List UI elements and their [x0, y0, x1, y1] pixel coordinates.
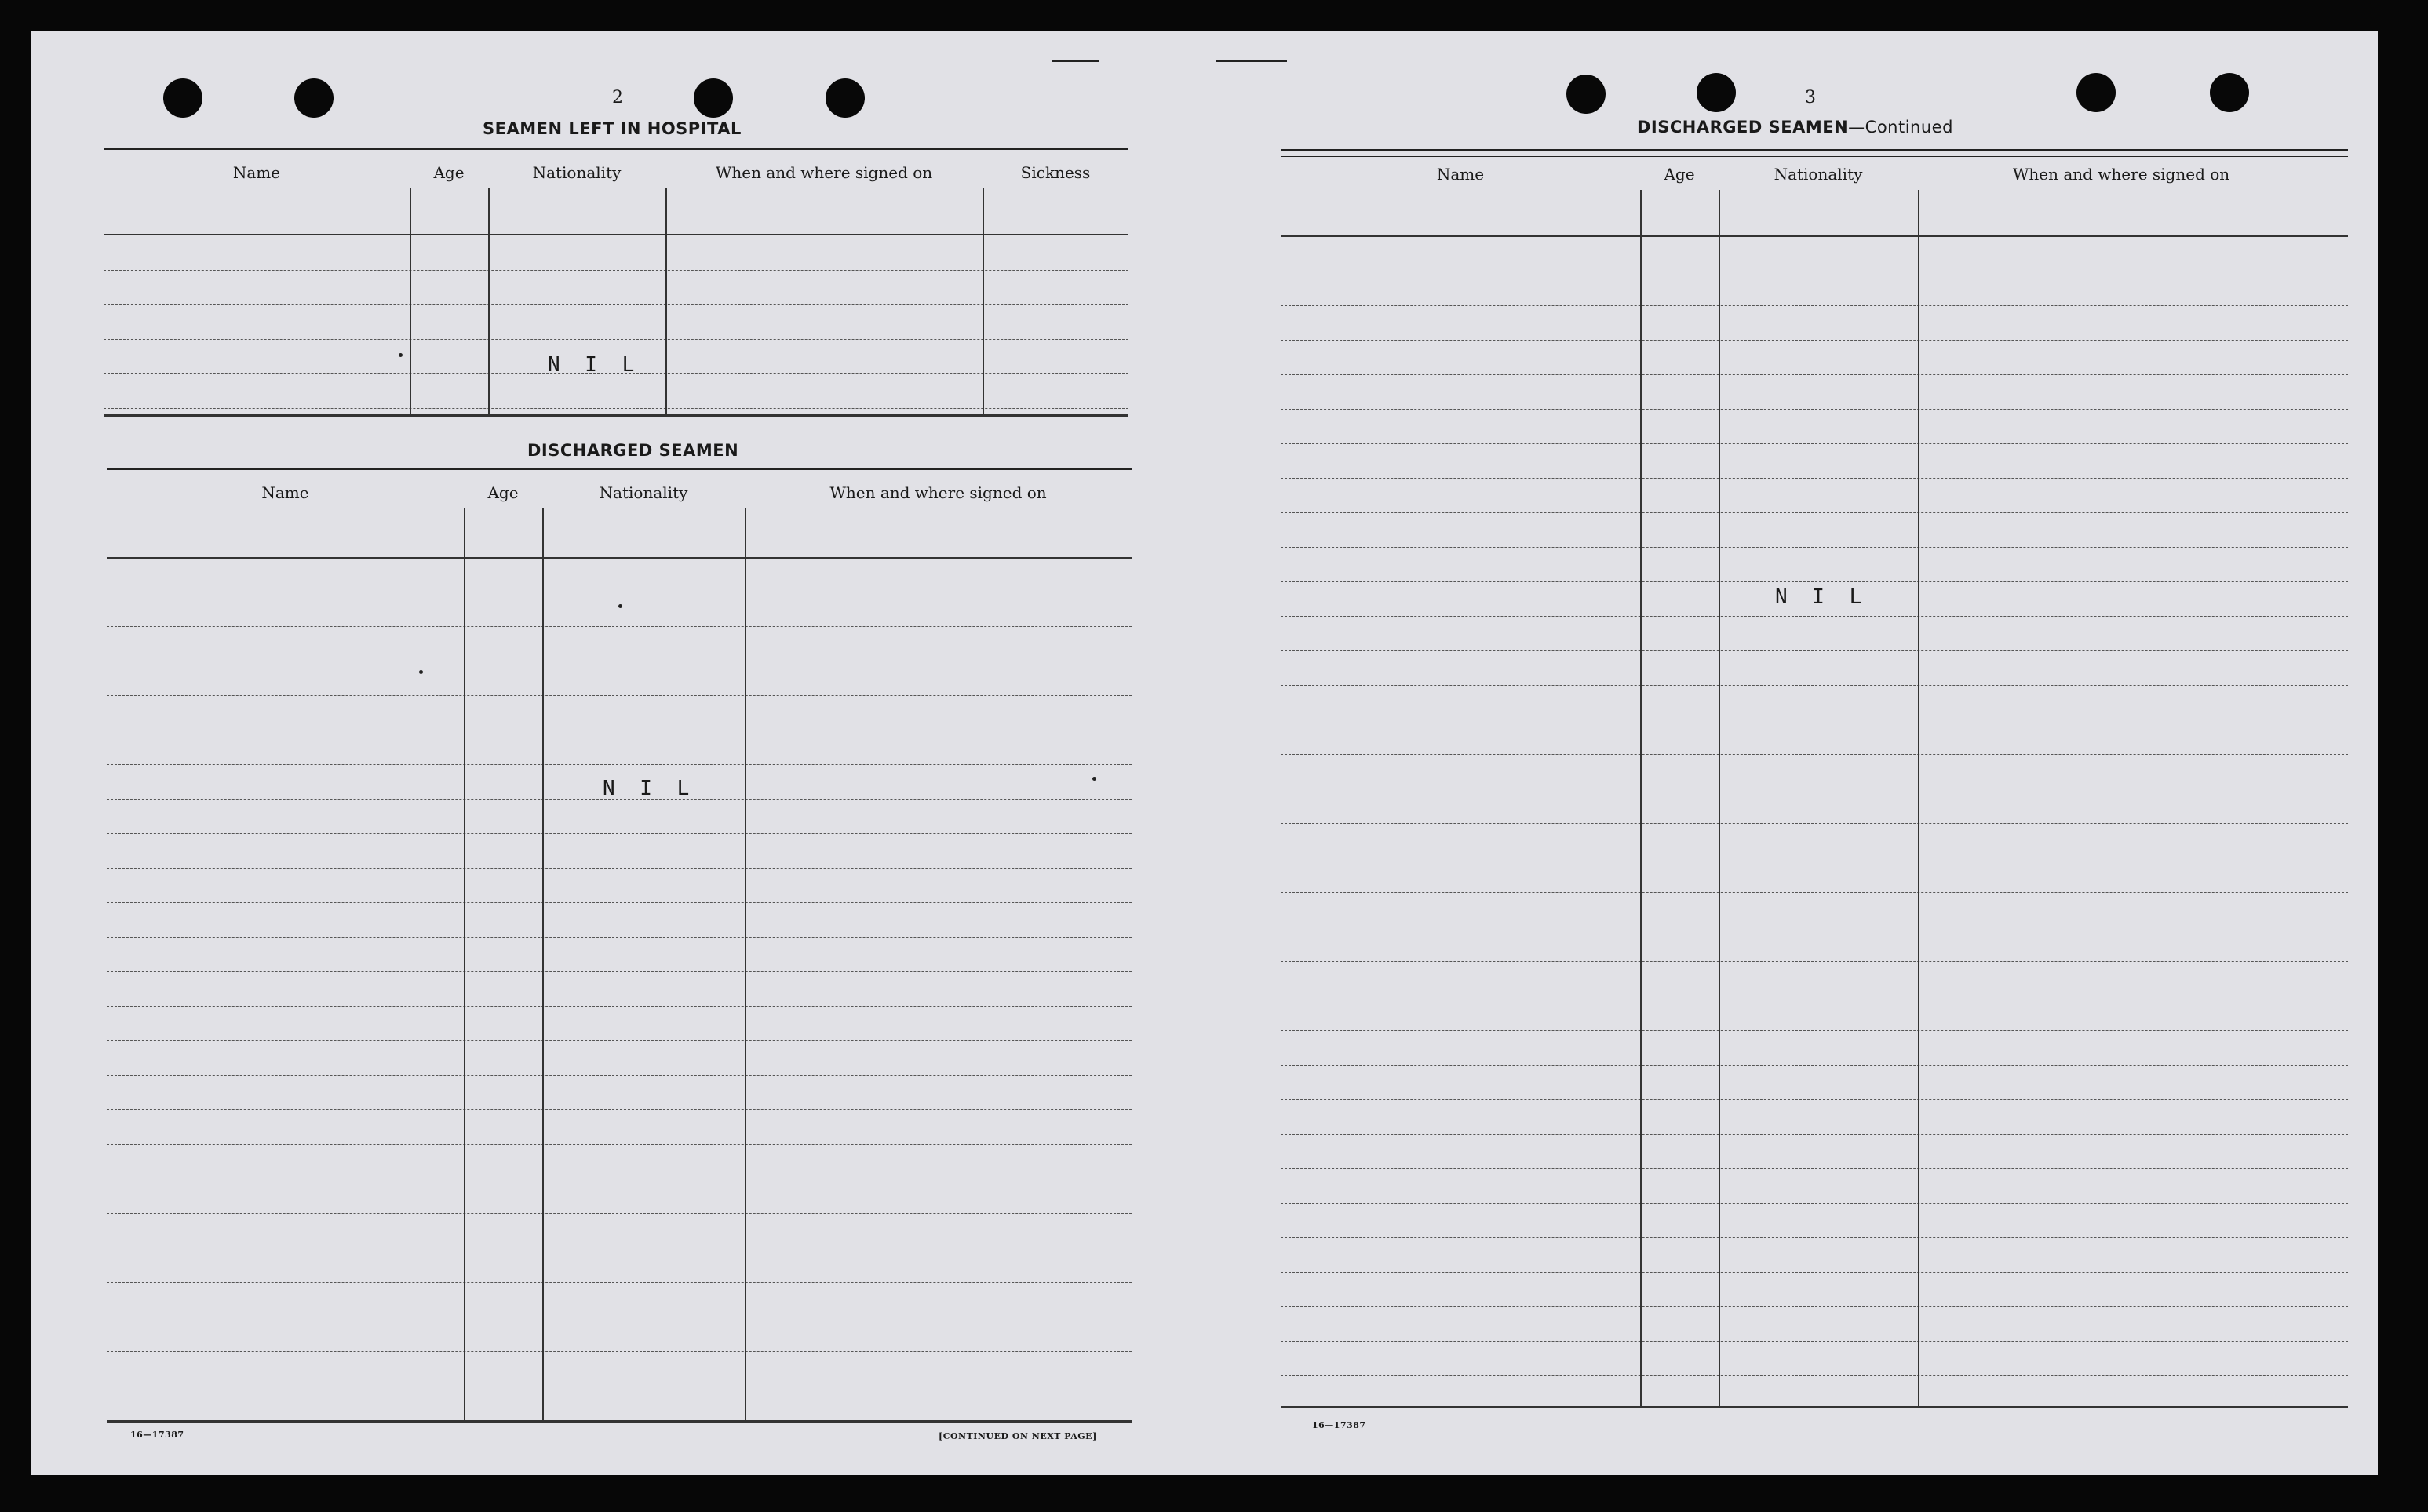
- nil-entry: N I L: [548, 353, 641, 377]
- section-title-discharged: DISCHARGED SEAMEN: [527, 441, 739, 460]
- form-number: 16—17387: [1312, 1420, 1366, 1430]
- ink-speck: [1092, 777, 1096, 781]
- col-header-signed-on: When and where signed on: [715, 163, 933, 182]
- col-header-name: Name: [232, 163, 281, 182]
- section-title-hospital: SEAMEN LEFT IN HOSPITAL: [483, 119, 742, 138]
- page-number: 2: [612, 88, 623, 107]
- punch-hole: [294, 78, 334, 118]
- col-header-nationality: Nationality: [599, 483, 688, 502]
- continued-note: [CONTINUED ON NEXT PAGE]: [939, 1431, 1097, 1441]
- nil-entry: N I L: [1775, 585, 1868, 609]
- col-header-name: Name: [261, 483, 309, 502]
- punch-hole: [163, 78, 202, 118]
- punch-hole: [2076, 73, 2116, 112]
- form-number: 16—17387: [130, 1430, 184, 1440]
- col-header-age: Age: [1664, 165, 1695, 184]
- punch-hole: [2210, 73, 2249, 112]
- section-title-text: DISCHARGED SEAMEN: [1637, 118, 1849, 137]
- nil-entry: N I L: [603, 777, 696, 800]
- discharged-table-right: [1281, 149, 2348, 1412]
- col-header-nationality: Nationality: [1774, 165, 1863, 184]
- col-header-name: Name: [1436, 165, 1485, 184]
- section-title-discharged-continued: [1637, 118, 1953, 137]
- punch-hole: [1697, 73, 1736, 112]
- col-header-signed-on: When and where signed on: [2012, 165, 2230, 184]
- punch-hole: [1566, 75, 1606, 114]
- col-header-nationality: Nationality: [532, 163, 622, 182]
- page-number: 3: [1805, 88, 1816, 107]
- ink-speck: [618, 604, 622, 608]
- punch-hole: [694, 78, 733, 118]
- punch-hole: [826, 78, 865, 118]
- document-sheet: [31, 31, 2378, 1475]
- section-title-suffix: —Continued: [1848, 118, 1953, 137]
- col-header-signed-on: When and where signed on: [829, 483, 1047, 502]
- ink-speck: [419, 670, 423, 674]
- col-header-age: Age: [433, 163, 465, 182]
- top-mark: [1216, 60, 1287, 62]
- top-mark: [1052, 60, 1099, 62]
- ink-speck: [399, 353, 403, 357]
- col-header-age: Age: [487, 483, 519, 502]
- col-header-sickness: Sickness: [1020, 163, 1091, 182]
- discharged-table-left: [107, 468, 1132, 1425]
- hospital-table: [104, 148, 1128, 416]
